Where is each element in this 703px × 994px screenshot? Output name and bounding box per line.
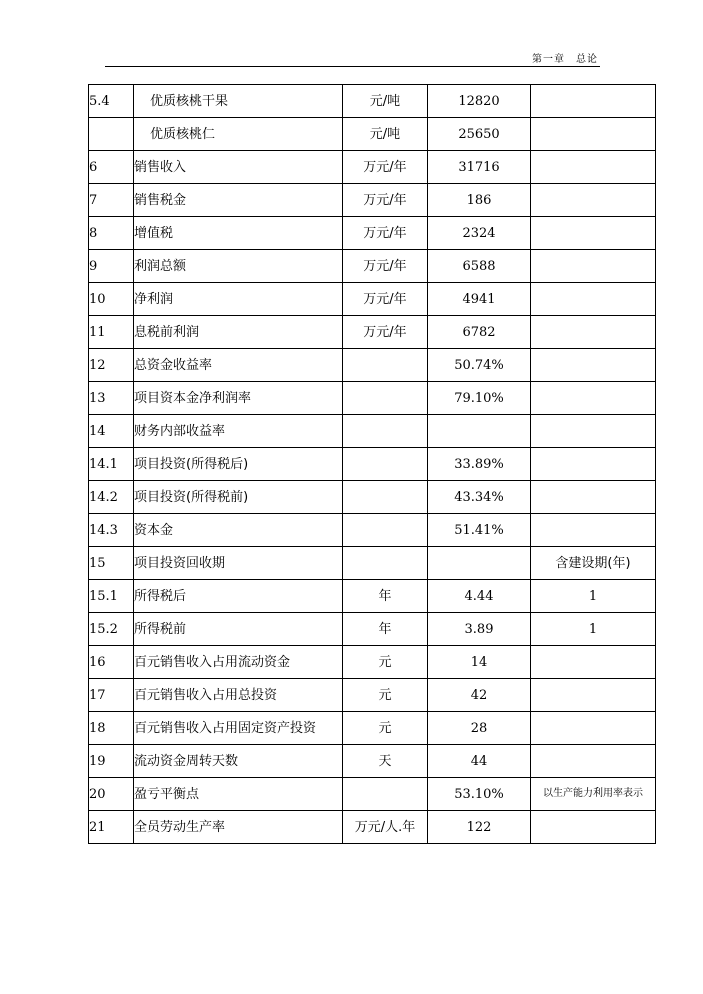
- row-note: [531, 349, 656, 382]
- row-note: [531, 85, 656, 118]
- indicator-table: [88, 84, 656, 844]
- row-number: 14.3: [89, 514, 134, 547]
- row-note: 1: [531, 613, 656, 646]
- row-item-name: 流动资金周转天数: [134, 745, 343, 778]
- row-item-name: 项目资本金净利润率: [134, 382, 343, 415]
- row-value: 6782: [428, 316, 531, 349]
- row-value: 4.44: [428, 580, 531, 613]
- row-note: [531, 118, 656, 151]
- row-note: [531, 448, 656, 481]
- row-item-name: 资本金: [134, 514, 343, 547]
- row-value: 50.74%: [428, 349, 531, 382]
- row-note: [531, 679, 656, 712]
- table-row: [89, 613, 656, 646]
- row-note: [531, 217, 656, 250]
- table-row: [89, 184, 656, 217]
- table-row: [89, 778, 656, 811]
- row-item-name: 百元销售收入占用流动资金: [134, 646, 343, 679]
- row-value: 4941: [428, 283, 531, 316]
- row-value: 43.34%: [428, 481, 531, 514]
- row-value: 53.10%: [428, 778, 531, 811]
- row-number: 14.1: [89, 448, 134, 481]
- row-number: 17: [89, 679, 134, 712]
- row-value: 51.41%: [428, 514, 531, 547]
- row-value: 186: [428, 184, 531, 217]
- row-value: 122: [428, 811, 531, 844]
- table-row: [89, 151, 656, 184]
- row-note: [531, 415, 656, 448]
- row-value: 3.89: [428, 613, 531, 646]
- row-number: 15.1: [89, 580, 134, 613]
- row-unit: [343, 778, 428, 811]
- row-note: [531, 184, 656, 217]
- row-number: 18: [89, 712, 134, 745]
- row-item-name: 所得税后: [134, 580, 343, 613]
- row-value: 14: [428, 646, 531, 679]
- row-note: [531, 283, 656, 316]
- row-unit: 元/吨: [343, 118, 428, 151]
- row-number: 14.2: [89, 481, 134, 514]
- row-item-name: 百元销售收入占用总投资: [134, 679, 343, 712]
- row-item-name: 盈亏平衡点: [134, 778, 343, 811]
- row-unit: 万元/人.年: [343, 811, 428, 844]
- row-item-name: 优质核桃干果: [134, 85, 343, 118]
- table-row: [89, 580, 656, 613]
- row-unit: 元: [343, 646, 428, 679]
- row-item-name: 净利润: [134, 283, 343, 316]
- row-value: 31716: [428, 151, 531, 184]
- row-number: 5.4: [89, 85, 134, 118]
- row-item-name: 销售收入: [134, 151, 343, 184]
- row-unit: [343, 481, 428, 514]
- row-value: 28: [428, 712, 531, 745]
- row-item-name: 百元销售收入占用固定资产投资: [134, 712, 343, 745]
- table-row: [89, 382, 656, 415]
- row-note: [531, 514, 656, 547]
- row-item-name: 增值税: [134, 217, 343, 250]
- row-unit: 年: [343, 580, 428, 613]
- table-row: [89, 547, 656, 580]
- row-number: 10: [89, 283, 134, 316]
- table-row: [89, 85, 656, 118]
- table-row: [89, 448, 656, 481]
- table-row: [89, 679, 656, 712]
- row-unit: [343, 415, 428, 448]
- row-value: 42: [428, 679, 531, 712]
- row-value: 79.10%: [428, 382, 531, 415]
- table-row: [89, 349, 656, 382]
- row-item-name: 项目投资回收期: [134, 547, 343, 580]
- table-row: [89, 712, 656, 745]
- row-unit: [343, 349, 428, 382]
- row-value: 6588: [428, 250, 531, 283]
- row-unit: 万元/年: [343, 283, 428, 316]
- row-item-name: 全员劳动生产率: [134, 811, 343, 844]
- row-note: [531, 481, 656, 514]
- row-number: [89, 118, 134, 151]
- table-row: [89, 811, 656, 844]
- chapter-title: 第一章 总论: [532, 54, 598, 65]
- row-number: 11: [89, 316, 134, 349]
- row-item-name: 优质核桃仁: [134, 118, 343, 151]
- row-unit: 天: [343, 745, 428, 778]
- row-item-name: 销售税金: [134, 184, 343, 217]
- table-row: [89, 514, 656, 547]
- row-note: 1: [531, 580, 656, 613]
- row-note: 以生产能力利用率表示: [531, 778, 656, 811]
- row-number: 15.2: [89, 613, 134, 646]
- table-row: [89, 481, 656, 514]
- row-unit: [343, 547, 428, 580]
- row-note: [531, 811, 656, 844]
- indicator-table-body: [89, 85, 656, 844]
- row-note: [531, 250, 656, 283]
- row-number: 7: [89, 184, 134, 217]
- row-note: 含建设期(年): [531, 547, 656, 580]
- table-row: [89, 745, 656, 778]
- table-row: [89, 415, 656, 448]
- table-row: [89, 646, 656, 679]
- row-value: 12820: [428, 85, 531, 118]
- row-number: 15: [89, 547, 134, 580]
- row-number: 21: [89, 811, 134, 844]
- row-unit: 元: [343, 679, 428, 712]
- row-number: 14: [89, 415, 134, 448]
- row-item-name: 项目投资(所得税前): [134, 481, 343, 514]
- row-number: 9: [89, 250, 134, 283]
- row-unit: 万元/年: [343, 250, 428, 283]
- row-item-name: 利润总额: [134, 250, 343, 283]
- row-number: 8: [89, 217, 134, 250]
- row-note: [531, 382, 656, 415]
- row-value: 44: [428, 745, 531, 778]
- row-item-name: 息税前利润: [134, 316, 343, 349]
- row-value: 33.89%: [428, 448, 531, 481]
- row-unit: 万元/年: [343, 184, 428, 217]
- row-number: 19: [89, 745, 134, 778]
- row-unit: 年: [343, 613, 428, 646]
- row-value: [428, 547, 531, 580]
- row-value: 2324: [428, 217, 531, 250]
- row-note: [531, 151, 656, 184]
- row-unit: 元/吨: [343, 85, 428, 118]
- row-unit: [343, 382, 428, 415]
- row-value: 25650: [428, 118, 531, 151]
- table-row: [89, 250, 656, 283]
- row-item-name: 项目投资(所得税后): [134, 448, 343, 481]
- row-item-name: 财务内部收益率: [134, 415, 343, 448]
- table-row: [89, 283, 656, 316]
- row-unit: 元: [343, 712, 428, 745]
- row-note: [531, 646, 656, 679]
- row-unit: [343, 448, 428, 481]
- row-note: [531, 745, 656, 778]
- row-number: 13: [89, 382, 134, 415]
- row-item-name: 所得税前: [134, 613, 343, 646]
- table-row: [89, 118, 656, 151]
- table-row: [89, 316, 656, 349]
- row-number: 20: [89, 778, 134, 811]
- row-note: [531, 712, 656, 745]
- row-number: 12: [89, 349, 134, 382]
- row-unit: 万元/年: [343, 217, 428, 250]
- row-item-name: 总资金收益率: [134, 349, 343, 382]
- row-number: 6: [89, 151, 134, 184]
- row-note: [531, 316, 656, 349]
- row-number: 16: [89, 646, 134, 679]
- row-unit: 万元/年: [343, 316, 428, 349]
- page-header: [105, 48, 600, 67]
- row-unit: 万元/年: [343, 151, 428, 184]
- row-value: [428, 415, 531, 448]
- table-row: [89, 217, 656, 250]
- row-unit: [343, 514, 428, 547]
